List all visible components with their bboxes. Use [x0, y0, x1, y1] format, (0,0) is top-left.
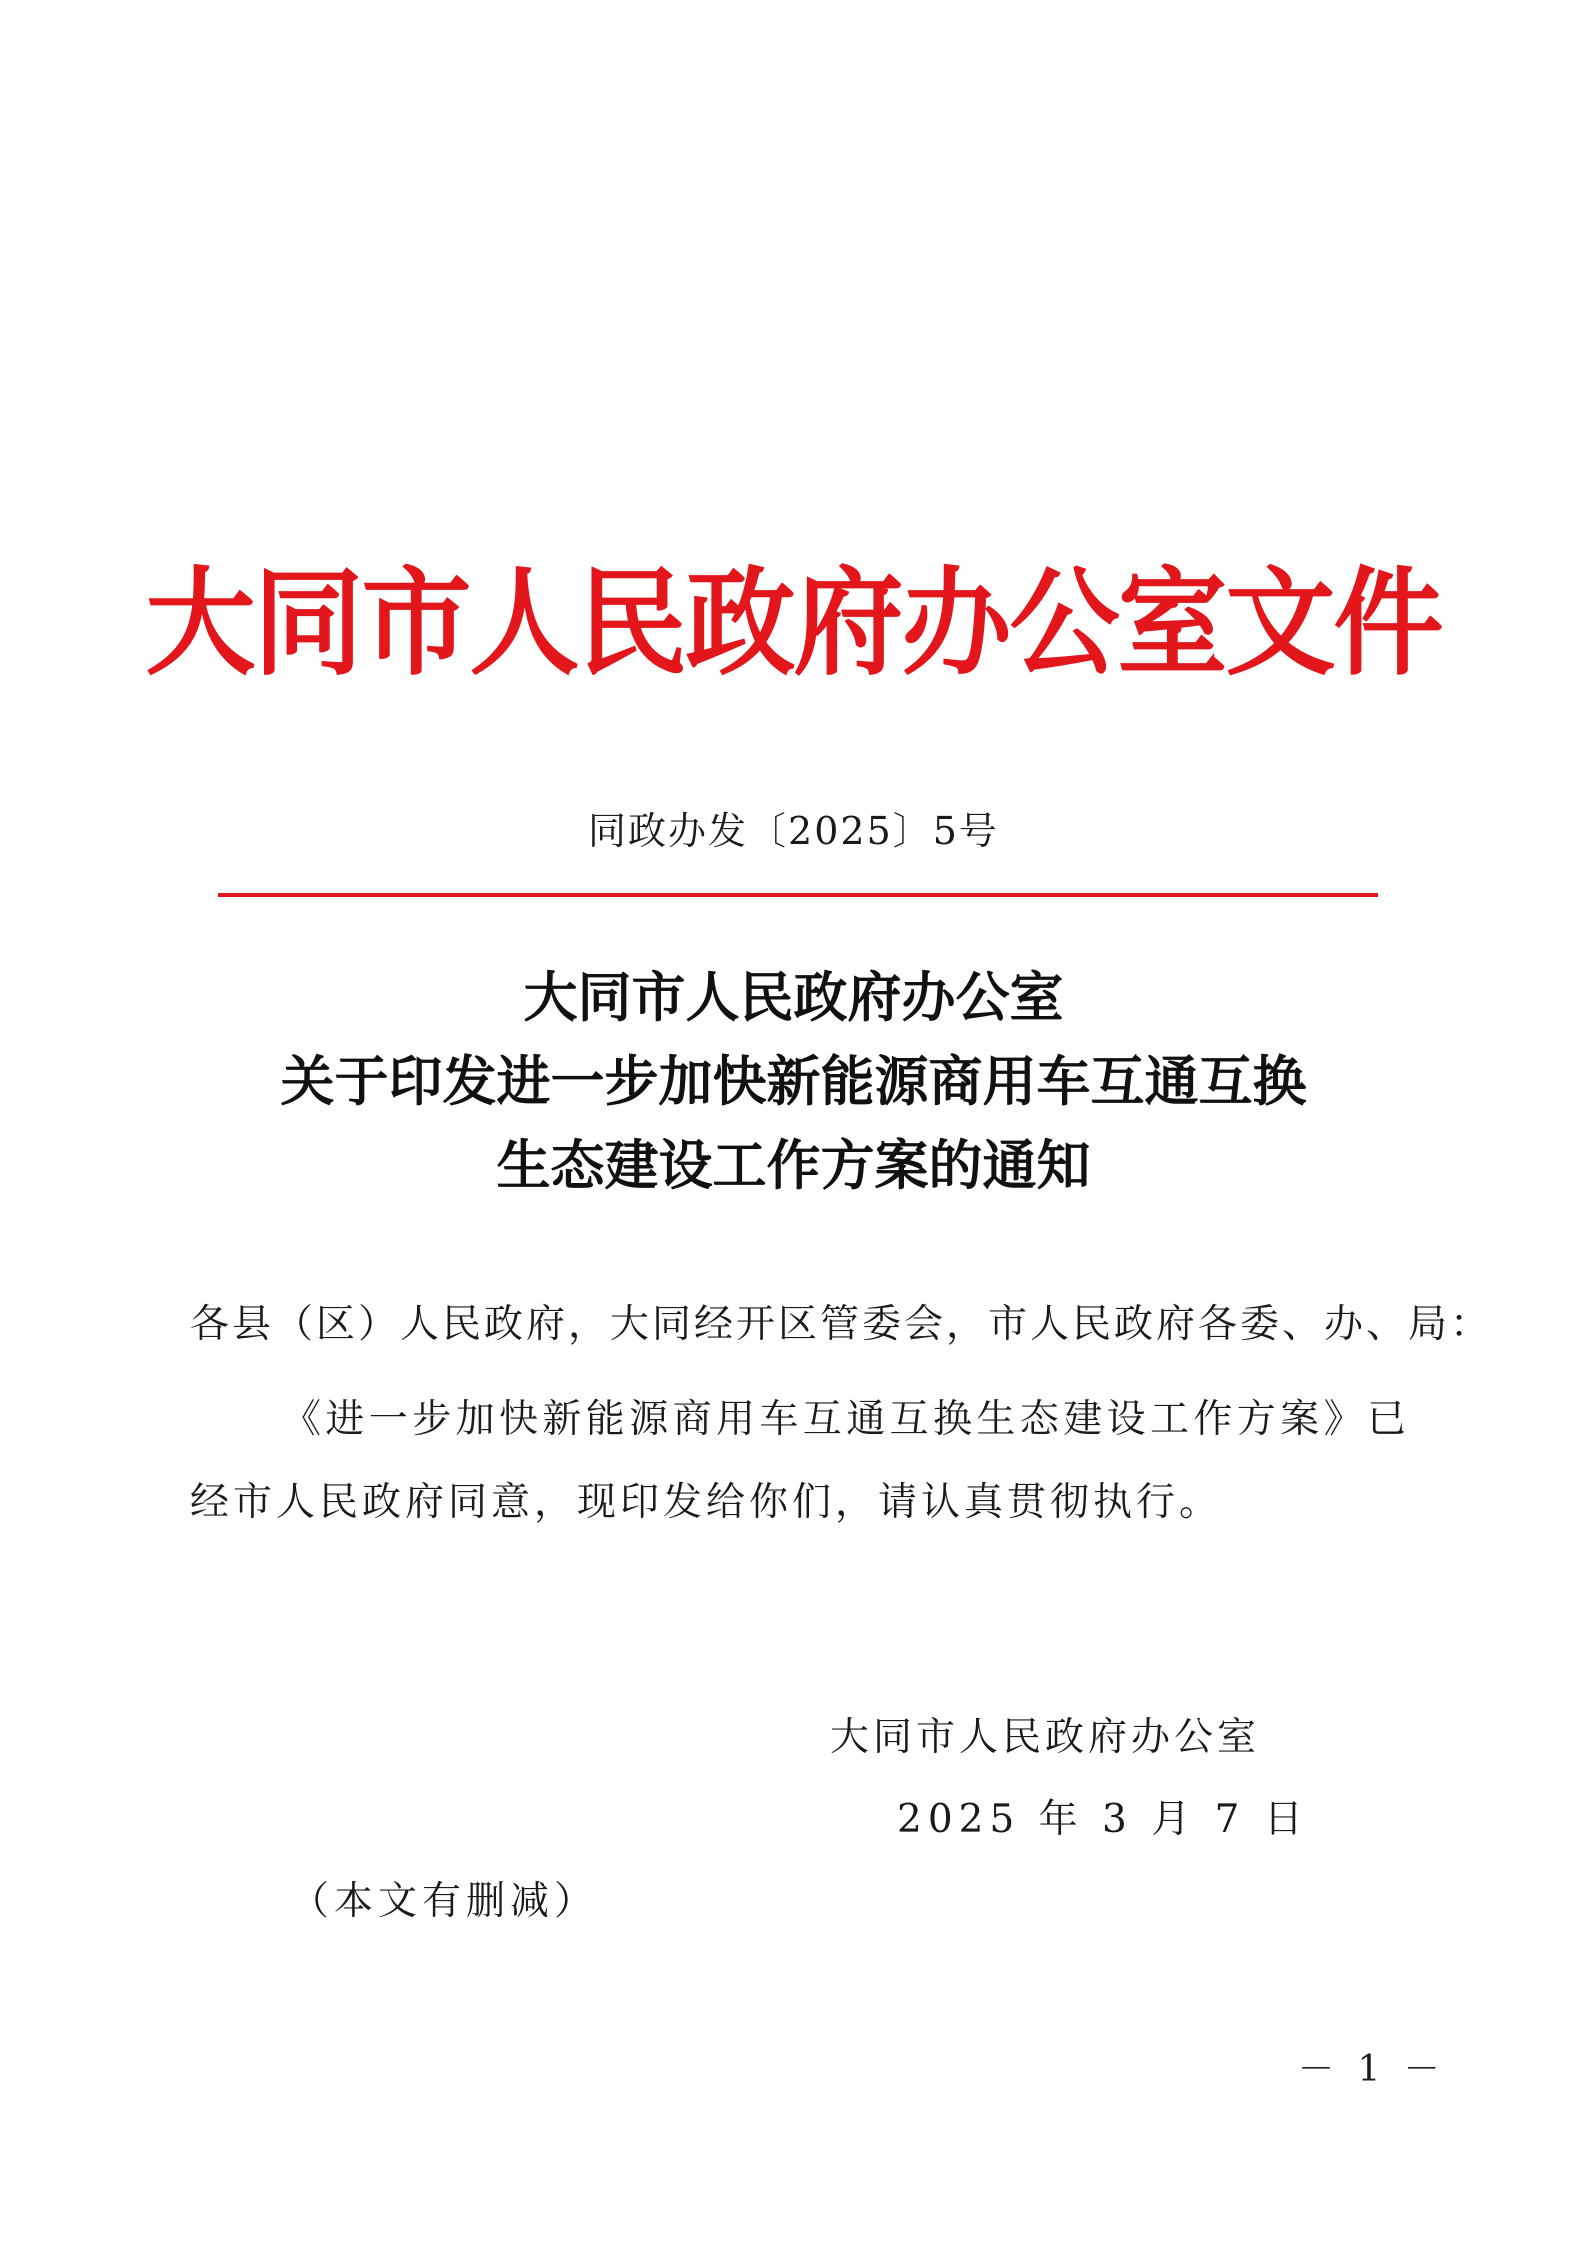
signature-organization: 大同市人民政府办公室 [830, 1715, 1261, 1760]
addressee: 各县（区）人民政府，大同经开区管委会，市人民政府各委、办、局： [190, 1302, 1493, 1347]
notice-title [0, 955, 1587, 1207]
title-line-3: 生态建设工作方案的通知 [496, 1133, 1091, 1197]
body-paragraph: 《进一步加快新能源商用车互通互换生态建设工作方案》已经市人民政府同意，现印发给你们，请认真贯彻执行。 [190, 1397, 1410, 1525]
page-number: － 1 － [1298, 2049, 1446, 2090]
masthead-title: 大同市人民政府办公室文件 [145, 554, 1442, 691]
document-number: 同政办发〔2025〕5号 [588, 809, 999, 853]
abridged-note: （本文有删减） [290, 1879, 599, 1924]
signature-date: 2025 年 3 月 7 日 [897, 1797, 1309, 1842]
title-line-1: 大同市人民政府办公室 [523, 965, 1064, 1029]
red-separator-line [218, 893, 1378, 897]
title-line-2: 关于印发进一步加快新能源商用车互通互换 [280, 1049, 1307, 1113]
